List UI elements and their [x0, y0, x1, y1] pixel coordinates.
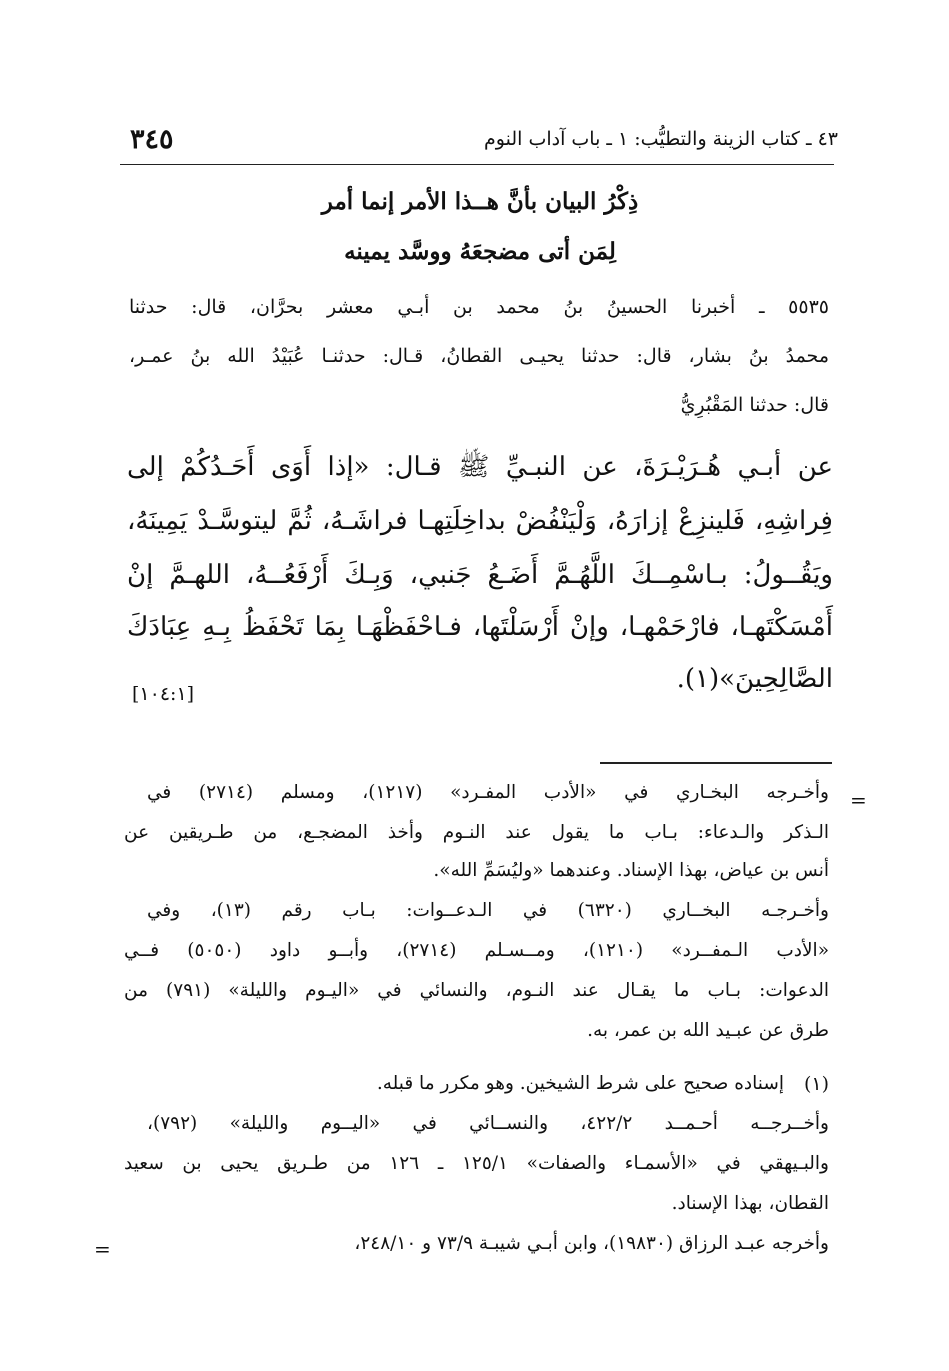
matn-line: أَمْسَكْتَهـا، فارْحَمْهـا، وإنْ أَرْسَلْتَها، فـاحْفَظْهَـا بِمَا تَحْفَظُ بِـهِ عِبَادَكَ: [127, 612, 833, 642]
footnote-line: «الأدب الـمفــرد» (١٢١٠)، ومــسـلم (٢٧١٤)، وأبــو داود (٥٠٥٠) فــي: [124, 940, 830, 961]
footnote-number: (١): [803, 1073, 829, 1095]
footnote-line: وأخــرجــه أحـمــد ٤٢٢/٢، والنســائي في «اليــوم والليلة» (٧٩٢)،: [147, 1113, 829, 1134]
footnote-line: والبـيهقي في «الأسمـاء والصفات» ١٢٥/١ ـ ١٢٦ من طـريق يحيى بن سعيد: [124, 1153, 829, 1174]
matn-line: ويَقُــولُ: بـاسْمِــكَ اللَّهُـمَّ أَضَـعُ جَنبي، وَبِـكَ أَرْفَعُــهُ، اللهـمَّ إنْ: [127, 560, 833, 590]
continuation-mark-end: =: [94, 1237, 111, 1261]
isnad-line: قال: حدثنا المَقْبُرِيُّ: [680, 394, 829, 416]
footnote-rule: [600, 762, 832, 764]
running-head: ٤٣ ـ كتاب الزينة والتطيُّب: ١ ـ باب آداب النوم: [484, 128, 838, 150]
matn-line: الصَّالِحِينَ»(١).: [676, 664, 833, 694]
continuation-mark: =: [850, 788, 867, 812]
page-header: [130, 118, 838, 158]
section-title-line-2: لِمَن أتى مضجعَهُ ووسَّد يمينه: [344, 238, 616, 265]
hadith-reference: [١٠٤:١]: [132, 683, 195, 705]
footnote-line: الدعوات: بـاب ما يقـال عند النـوم، والنسائي في «اليـوم والليلة» (٧٩١) من: [124, 980, 829, 1001]
footnote-line: القطان، بهذا الإسناد.: [671, 1193, 829, 1214]
footnote-line: وأخـرجـه البخــاري (٦٣٢٠) في الـدعــوات: بـاب رقم (١٣)، وفي: [147, 900, 829, 921]
isnad-line: ٥٥٣٥ ـ أخبرنا الحسينُ بنُ محمد بن أبـي معشر بحرَّان، قال: حدثنا: [129, 296, 829, 318]
section-title-line-1: ذِكْرُ البيان بأنَّ هــذا الأمر إنما أمر: [321, 188, 639, 215]
footnote-line: إسناده صحيح على شرط الشيخين. وهو مكرر ما قبله.: [376, 1073, 784, 1094]
footnote-line: وأخـرجه البخـاري في «الأدب المفـرد» (١٢١٧)، ومسلم (٢٧١٤) في: [147, 782, 829, 803]
header-rule: [120, 164, 834, 165]
footnote-line: أنس بن عياض، بهذا الإسناد. وعندهما «وليُسَمِّ الله».: [433, 860, 829, 881]
footnote-line: وأخرجه عبـد الرزاق (١٩٨٣٠)، وابن أبـي شيبـة ٧٣/٩ و ٢٤٨/١٠،: [354, 1233, 829, 1254]
page-number: ٣٤٥: [130, 124, 174, 155]
isnad-line: محمدُ بنُ بشار، قال: حدثنا يحيـى القطانُ، قـال: حدثنـا عُبَيْدُ الله بنُ عمـر،: [129, 345, 829, 367]
footnote-line: طرق عن عبـيد الله بن عمر، به.: [587, 1020, 829, 1041]
matn-line: عن أبـي هُـرَيْـرَةَ، عن النبـيِّ ﷺ قـال: «إذا أَوَى أَحَـدُكُمْ إلى: [127, 452, 833, 482]
footnote-line: الـذكر والـدعاء: بـاب ما يقول عند النـوم وأخذ المضجـع، من طـريقين عن: [124, 822, 829, 843]
matn-line: فِراشِهِ، فَلينزِعْ إزارَهُ، وَلْيَنْفُضْ بداخِلَتِهـا فراشَـهُ، ثُمَّ ليتوسَّـدْ يَمِينَهُ،: [127, 506, 833, 536]
